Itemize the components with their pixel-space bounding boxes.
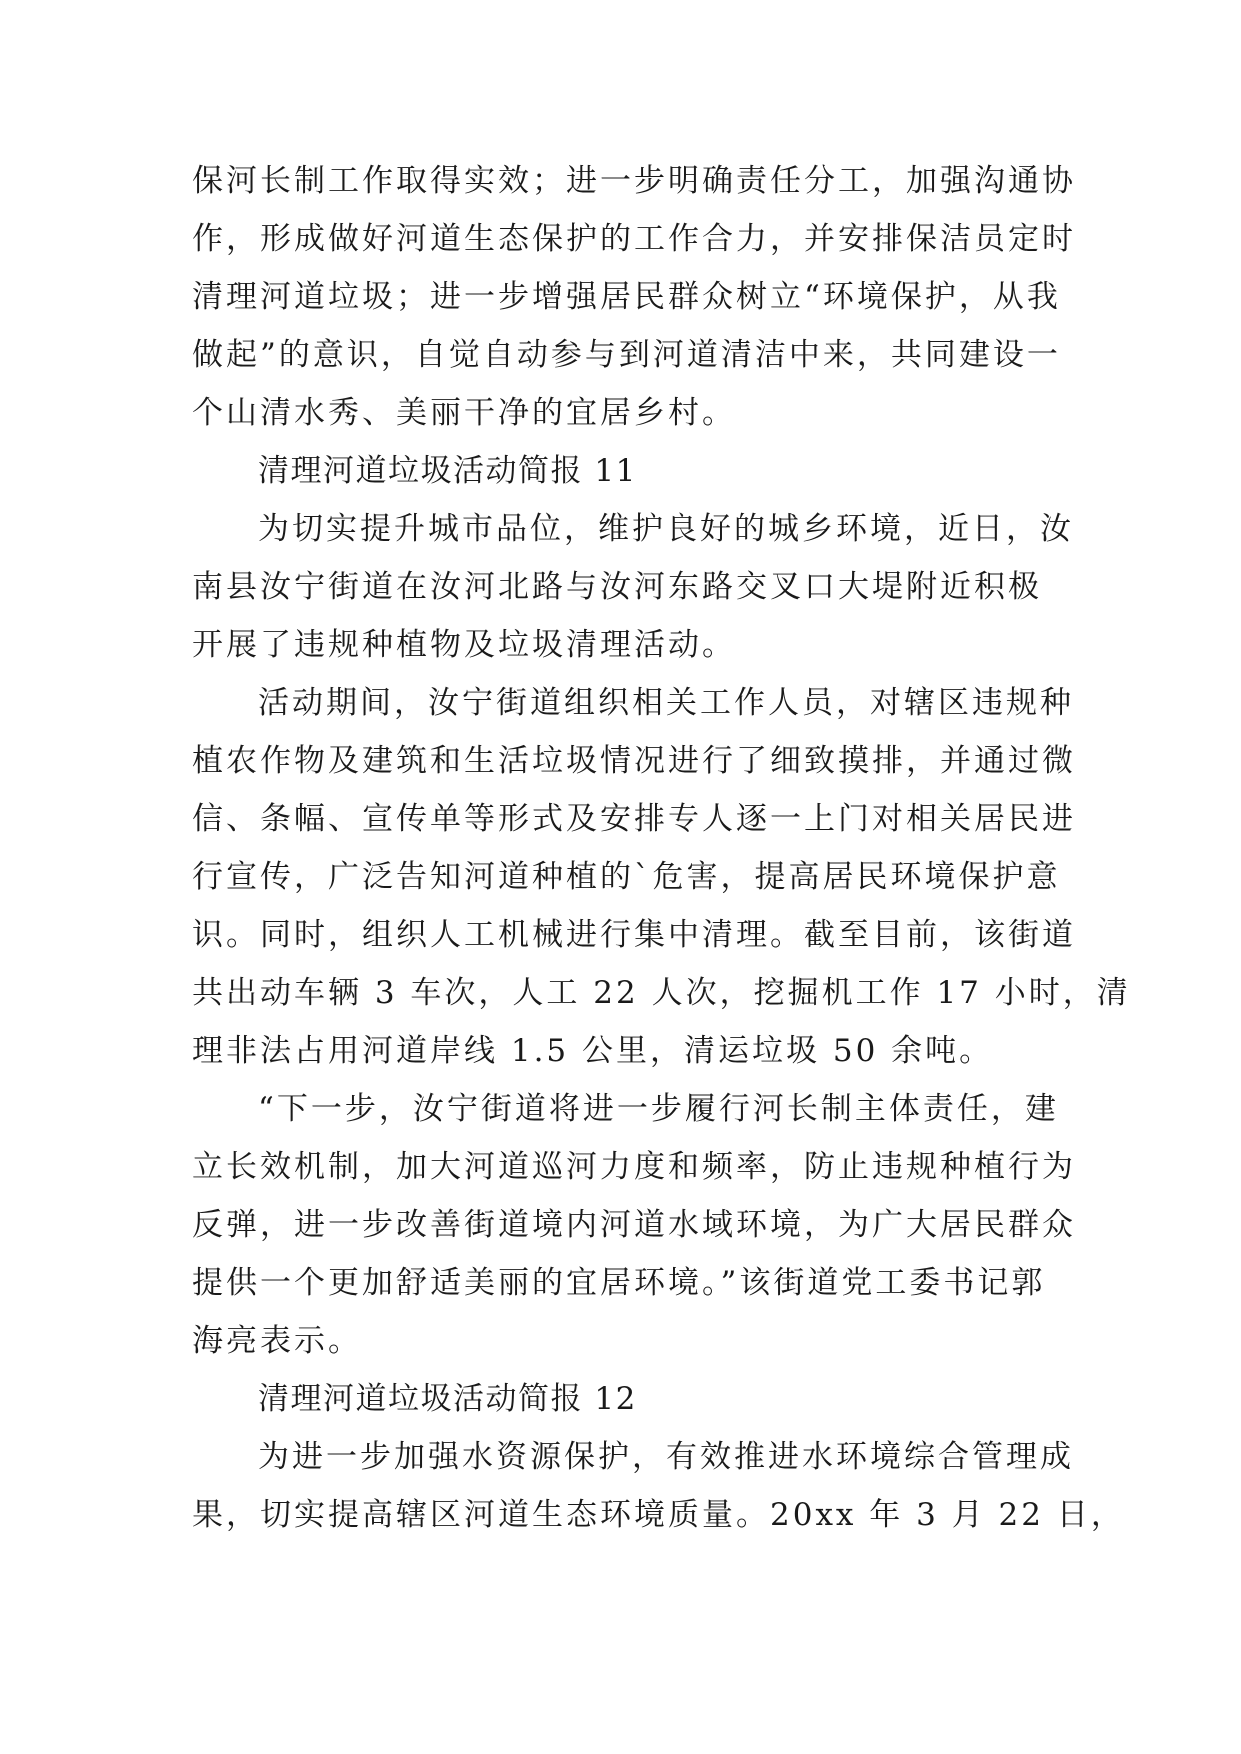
text-line: 作，形成做好河道生态保护的工作合力，并安排保洁员定时 [192, 221, 1076, 257]
text-line: 行宣传，广泛告知河道种植的`危害，提高居民环境保护意 [192, 859, 1061, 895]
text-line: 保河长制工作取得实效；进一步明确责任分工，加强沟通协 [192, 163, 1076, 199]
text-line: 识。同时，组织人工机械进行集中清理。截至目前，该街道 [192, 917, 1076, 953]
text-line: 理非法占用河道岸线 1.5 公里，清运垃圾 50 余吨。 [192, 1033, 994, 1069]
document-body [192, 152, 1131, 1544]
text-line: 为进一步加强水资源保护，有效推进水环境综合管理成 [258, 1439, 1074, 1475]
text-line: 信、条幅、宣传单等形式及安排专人逐一上门对相关居民进 [192, 801, 1076, 837]
text-line: 南县汝宁街道在汝河北路与汝河东路交叉口大堤附近积极 [192, 569, 1042, 605]
section-heading: 清理河道垃圾活动简报 11 [258, 453, 637, 489]
text-line: 植农作物及建筑和生活垃圾情况进行了细致摸排，并通过微 [192, 743, 1076, 779]
text-line: 海亮表示。 [192, 1323, 362, 1359]
text-line: 活动期间，汝宁街道组织相关工作人员，对辖区违规种 [258, 685, 1074, 721]
text-line: “下一步，汝宁街道将进一步履行河长制主体责任，建 [258, 1091, 1059, 1127]
text-line: 开展了违规种植物及垃圾清理活动。 [192, 627, 736, 663]
text-line: 提供一个更加舒适美丽的宜居环境。”该街道党工委书记郭 [192, 1265, 1046, 1301]
text-line: 清理河道垃圾；进一步增强居民群众树立“环境保护，从我 [192, 279, 1061, 315]
section-heading: 清理河道垃圾活动简报 12 [258, 1381, 637, 1417]
text-line: 立长效机制，加大河道巡河力度和频率，防止违规种植行为 [192, 1149, 1076, 1185]
text-line: 为切实提升城市品位，维护良好的城乡环境，近日，汝 [258, 511, 1074, 547]
text-line: 共出动车辆 3 车次，人工 22 人次，挖掘机工作 17 小时，清 [192, 975, 1131, 1011]
text-line: 反弹，进一步改善街道境内河道水域环境，为广大居民群众 [192, 1207, 1076, 1243]
text-line: 做起”的意识，自觉自动参与到河道清洁中来，共同建设一 [192, 337, 1061, 373]
text-line: 果，切实提高辖区河道生态环境质量。20xx 年 3 月 22 日， [192, 1497, 1125, 1533]
text-line: 个山清水秀、美丽干净的宜居乡村。 [192, 395, 736, 431]
